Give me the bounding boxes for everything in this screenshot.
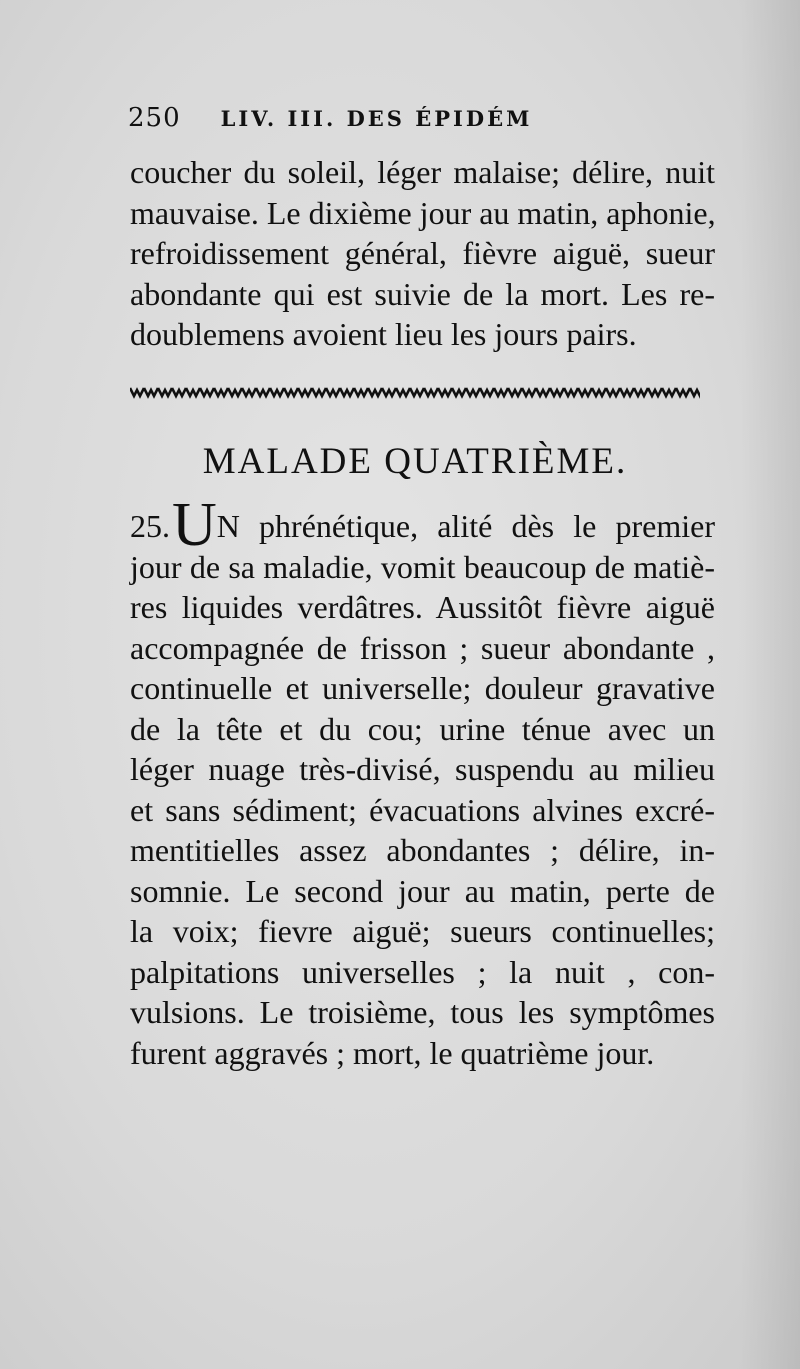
paragraph-number: 25.: [130, 508, 170, 544]
continued-paragraph: [130, 152, 715, 355]
text-line: palpitations universelles ; la nuit , con-: [130, 953, 715, 990]
ornamental-rule: [130, 384, 700, 400]
first-line-text: N phrénétique, alité dès le premier: [216, 508, 715, 544]
text-line: mauvaise. Le dixième jour au matin, aphonie,: [130, 194, 716, 231]
case-paragraph: [130, 491, 715, 1073]
text-line: la voix; fievre aiguë; sueurs continuelles;: [130, 913, 715, 949]
text-line: furent aggravés ; mort, le quatrième jour.: [130, 1034, 655, 1071]
text-line: continuelle et universelle; douleur gravative: [130, 670, 715, 706]
text-line: et sans sédiment; évacuations alvines excré-: [130, 791, 715, 828]
text-line: abondante qui est suivie de la mort. Les re-: [130, 275, 715, 312]
text-line: jour de sa maladie, vomit beaucoup de matiè-: [130, 548, 715, 585]
text-line: doublemens avoient lieu les jours pairs.: [130, 316, 637, 352]
text-line: de la tête et du cou; urine ténue avec un: [130, 710, 715, 747]
drop-cap: U: [172, 491, 217, 559]
running-head: LIV. III. DES ÉPIDÉM: [220, 106, 533, 131]
page-number: 250: [128, 103, 181, 133]
section-title: MALADE QUATRIÈME.: [202, 441, 628, 482]
page-header: [128, 103, 688, 133]
text-line: accompagnée de frisson ; sueur abondante ,: [130, 629, 715, 666]
text-line: léger nuage très-divisé, suspendu au milieu: [130, 751, 715, 787]
text-line: vulsions. Le troisième, tous les symptômes: [130, 994, 715, 1030]
text-line-first: [130, 491, 715, 559]
text-line: somnie. Le second jour au matin, perte de: [130, 872, 715, 909]
text-line: refroidissement général, fièvre aiguë, sueur: [130, 235, 715, 271]
text-line: mentitielles assez abondantes ; délire, in-: [130, 832, 715, 868]
text-line: res liquides verdâtres. Aussitôt fièvre aiguë: [130, 589, 715, 625]
page-edge-shadow: [740, 0, 800, 1369]
text-line: coucher du soleil, léger malaise; délire, nuit: [130, 154, 715, 190]
